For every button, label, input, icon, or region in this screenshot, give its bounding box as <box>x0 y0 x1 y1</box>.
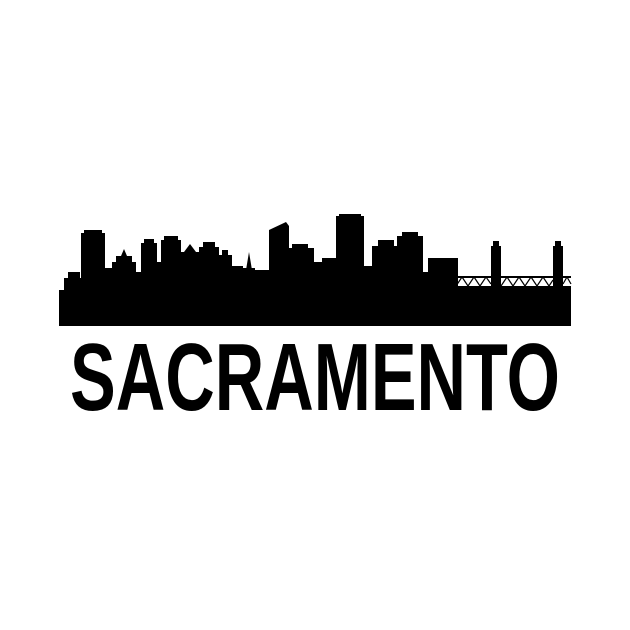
building <box>218 255 232 292</box>
building <box>144 239 154 245</box>
building <box>116 256 132 264</box>
building <box>397 236 423 292</box>
building <box>84 230 102 235</box>
building <box>81 233 105 291</box>
city-name-wordmark <box>59 324 571 431</box>
building <box>372 246 398 292</box>
building <box>339 214 361 218</box>
building <box>141 243 157 291</box>
building <box>161 240 181 292</box>
building <box>292 244 308 250</box>
building <box>199 247 219 292</box>
building-spire <box>121 249 127 256</box>
building <box>231 266 243 292</box>
building <box>313 262 323 292</box>
building <box>222 250 228 256</box>
building <box>68 272 80 280</box>
building <box>269 222 289 292</box>
building <box>112 262 136 292</box>
building <box>378 240 394 248</box>
building <box>402 232 418 238</box>
building <box>243 268 255 292</box>
city-name-text: SACRAMENTO <box>70 324 560 431</box>
skyline-ground <box>59 290 571 326</box>
building-spire <box>184 244 196 252</box>
building <box>322 258 336 292</box>
building <box>203 242 215 249</box>
building <box>363 266 373 292</box>
building <box>336 216 364 292</box>
building <box>288 248 314 292</box>
building-spire <box>246 252 252 270</box>
building <box>254 270 270 292</box>
building <box>428 258 458 292</box>
building <box>180 252 200 292</box>
building <box>105 268 113 292</box>
building <box>164 236 178 242</box>
